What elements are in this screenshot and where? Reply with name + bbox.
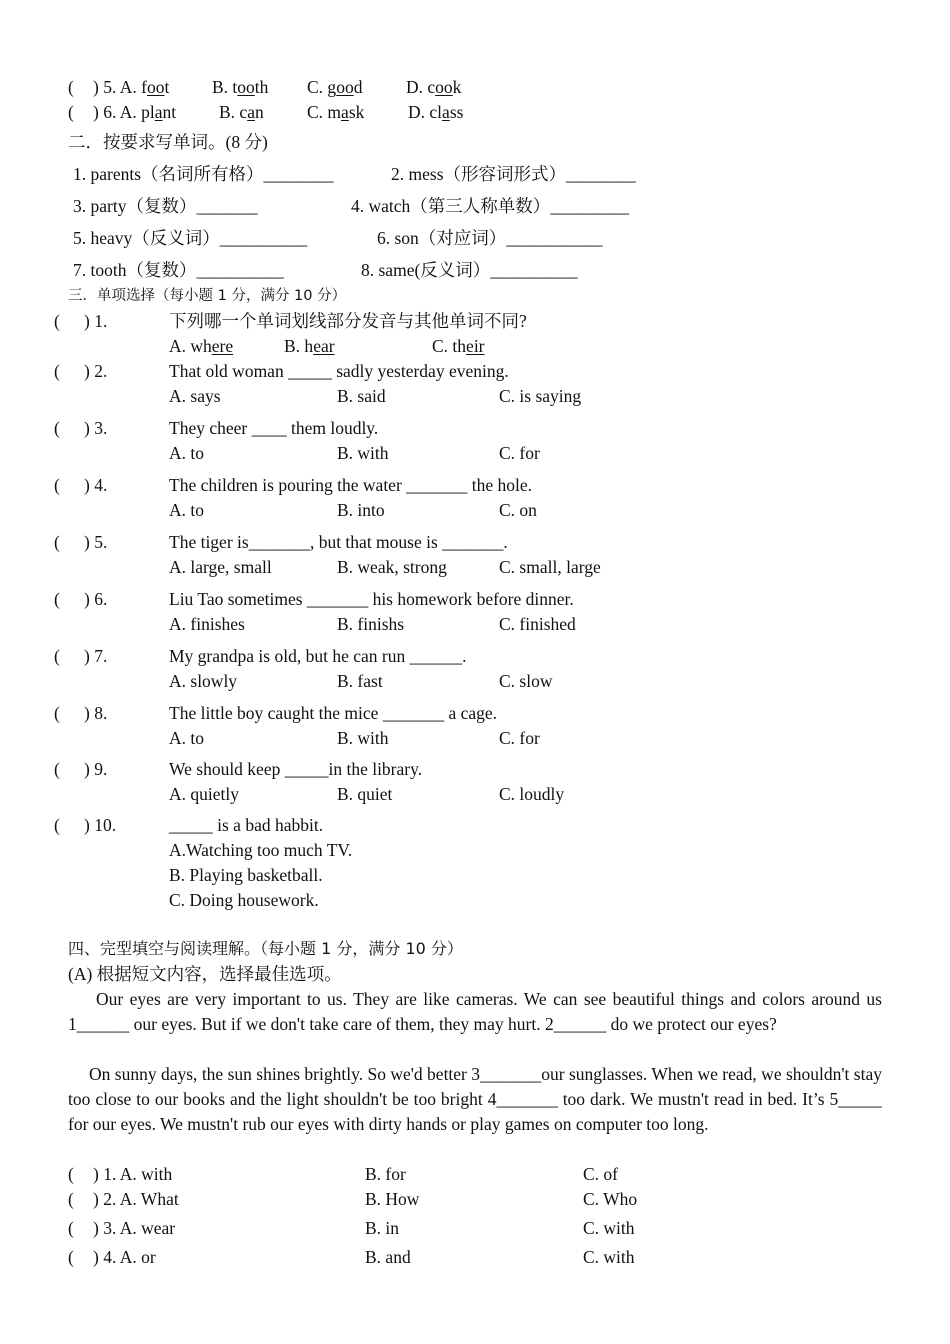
section-3-heading: 三．单项选择（每小题 1 分，满分 10 分） <box>68 288 347 304</box>
option-c: C. mask <box>307 102 365 122</box>
option-b: B. fast <box>337 671 383 691</box>
option-c: C. small, large <box>499 557 601 577</box>
option-a: ) 3. A. wear <box>93 1218 176 1238</box>
answer-paren[interactable]: ( <box>54 361 60 381</box>
word-item-7[interactable]: 7. tooth（复数）__________ <box>73 260 284 280</box>
answer-paren[interactable]: ( <box>68 1189 74 1209</box>
option-a: A. finishes <box>169 614 245 634</box>
question-number: ) 2. <box>84 361 108 381</box>
question-stem: 下列哪一个单词划线部分发音与其他单词不同? <box>169 311 527 331</box>
option-c: C. with <box>583 1247 635 1267</box>
answer-paren[interactable]: ( <box>68 1164 74 1184</box>
word-item-2[interactable]: 2. mess（形容词形式）________ <box>391 164 636 184</box>
question-stem: Liu Tao sometimes _______ his homework before dinner. <box>169 589 574 609</box>
answer-paren[interactable]: ( <box>54 475 60 495</box>
question-number: ) 8. <box>84 703 108 723</box>
option-a: A. to <box>169 443 204 463</box>
option-b: B. weak, strong <box>337 557 447 577</box>
question-stem: The little boy caught the mice _______ a cage. <box>169 703 498 723</box>
option-b: B. said <box>337 386 386 406</box>
answer-paren[interactable]: ( <box>68 102 74 122</box>
option-d: D. class <box>408 102 464 122</box>
option-c: C. is saying <box>499 386 582 406</box>
option-b: B. hear <box>284 336 335 356</box>
question-stem: The tiger is_______, but that mouse is _______. <box>169 532 508 552</box>
option-c: C. good <box>307 77 363 97</box>
option-b: B. finishs <box>337 614 405 634</box>
option-b: B. for <box>365 1164 406 1184</box>
option-b: B. and <box>365 1247 411 1267</box>
option-a: ) 6. A. plant <box>93 102 177 122</box>
section-4-heading: 四、完型填空与阅读理解。（每小题 1 分，满分 10 分） <box>68 939 463 958</box>
option-b: B. in <box>365 1218 400 1238</box>
question-number: ) 3. <box>84 418 108 438</box>
question-number: ) 1. <box>84 311 108 331</box>
question-number: ) 5. <box>84 532 108 552</box>
option-c: C. loudly <box>499 784 565 804</box>
option-a: A. to <box>169 728 204 748</box>
answer-paren[interactable]: ( <box>68 77 74 97</box>
option-c: C. of <box>583 1164 618 1184</box>
option-a: A. to <box>169 500 204 520</box>
answer-paren[interactable]: ( <box>68 1247 74 1267</box>
question-number: ) 4. <box>84 475 108 495</box>
option-b: B. quiet <box>337 784 393 804</box>
option-c: C. finished <box>499 614 576 634</box>
option-c: C. for <box>499 728 540 748</box>
word-item-1[interactable]: 1. parents（名词所有格）________ <box>73 164 334 184</box>
option-a: ) 5. A. foot <box>93 77 170 97</box>
answer-paren[interactable]: ( <box>54 418 60 438</box>
option-c: C. for <box>499 443 540 463</box>
option-b: B. Playing basketball. <box>169 865 323 885</box>
option-b: B. into <box>337 500 385 520</box>
option-a: ) 2. A. What <box>93 1189 179 1209</box>
option-a: A.Watching too much TV. <box>169 840 353 860</box>
answer-paren[interactable]: ( <box>54 703 60 723</box>
question-stem: They cheer ____ them loudly. <box>169 418 379 438</box>
answer-paren[interactable]: ( <box>54 589 60 609</box>
section-2-heading: 二．按要求写单词。(8 分) <box>68 132 268 152</box>
question-stem: We should keep _____in the library. <box>169 759 423 779</box>
option-b: B. tooth <box>212 77 269 97</box>
answer-paren[interactable]: ( <box>54 759 60 779</box>
option-b: B. How <box>365 1189 420 1209</box>
word-item-3[interactable]: 3. party（复数）_______ <box>73 196 258 216</box>
passage-paragraph-2: On sunny days, the sun shines brightly. So we'd better 3_______our sunglasses. When we read, we shouldn't stay too close to our books and the light shouldn't be too bright 4_______ too dark. We mustn't read in bed. It’s 5_____ for our eyes. We mustn't rub our eyes with dirty hands or play games on computer too long. <box>68 1064 882 1134</box>
option-d: D. cook <box>406 77 462 97</box>
word-item-5[interactable]: 5. heavy（反义词）__________ <box>73 228 308 248</box>
option-a: A. large, small <box>169 557 272 577</box>
question-stem: My grandpa is old, but he can run ______. <box>169 646 467 666</box>
option-a: A. quietly <box>169 784 239 804</box>
question-stem: That old woman _____ sadly yesterday evening. <box>169 361 509 381</box>
option-c: C. their <box>432 336 485 356</box>
option-c: C. slow <box>499 671 553 691</box>
word-item-8[interactable]: 8. same(反义词）__________ <box>361 260 578 280</box>
answer-paren[interactable]: ( <box>68 1218 74 1238</box>
answer-paren[interactable]: ( <box>54 646 60 666</box>
option-c: C. on <box>499 500 537 520</box>
answer-paren[interactable]: ( <box>54 311 60 331</box>
option-b: B. with <box>337 728 389 748</box>
option-a: ) 4. A. or <box>93 1247 156 1267</box>
question-number: ) 6. <box>84 589 108 609</box>
option-a: A. says <box>169 386 221 406</box>
option-b: B. with <box>337 443 389 463</box>
answer-paren[interactable]: ( <box>54 815 60 835</box>
sub-section-a-heading: (A) 根据短文内容，选择最佳选项。 <box>68 964 342 984</box>
option-c: C. Doing housework. <box>169 890 319 910</box>
word-item-4[interactable]: 4. watch（第三人称单数）_________ <box>351 196 630 216</box>
option-a: A. slowly <box>169 671 238 691</box>
question-number: ) 9. <box>84 759 108 779</box>
question-stem: The children is pouring the water _______ the hole. <box>169 475 533 495</box>
option-a: A. where <box>169 336 234 356</box>
question-stem: _____ is a bad habbit. <box>169 815 324 835</box>
option-b: B. can <box>219 102 264 122</box>
option-c: C. with <box>583 1218 635 1238</box>
option-a: ) 1. A. with <box>93 1164 173 1184</box>
question-number: ) 7. <box>84 646 108 666</box>
answer-paren[interactable]: ( <box>54 532 60 552</box>
word-item-6[interactable]: 6. son（对应词）___________ <box>377 228 603 248</box>
question-number: ) 10. <box>84 815 117 835</box>
option-c: C. Who <box>583 1189 638 1209</box>
passage-paragraph-1: Our eyes are very important to us. They are like cameras. We can see beautiful things and colors around us 1______ our eyes. But if we don't take care of them, they may hurt. 2______ do we protect our eyes? <box>68 989 882 1034</box>
